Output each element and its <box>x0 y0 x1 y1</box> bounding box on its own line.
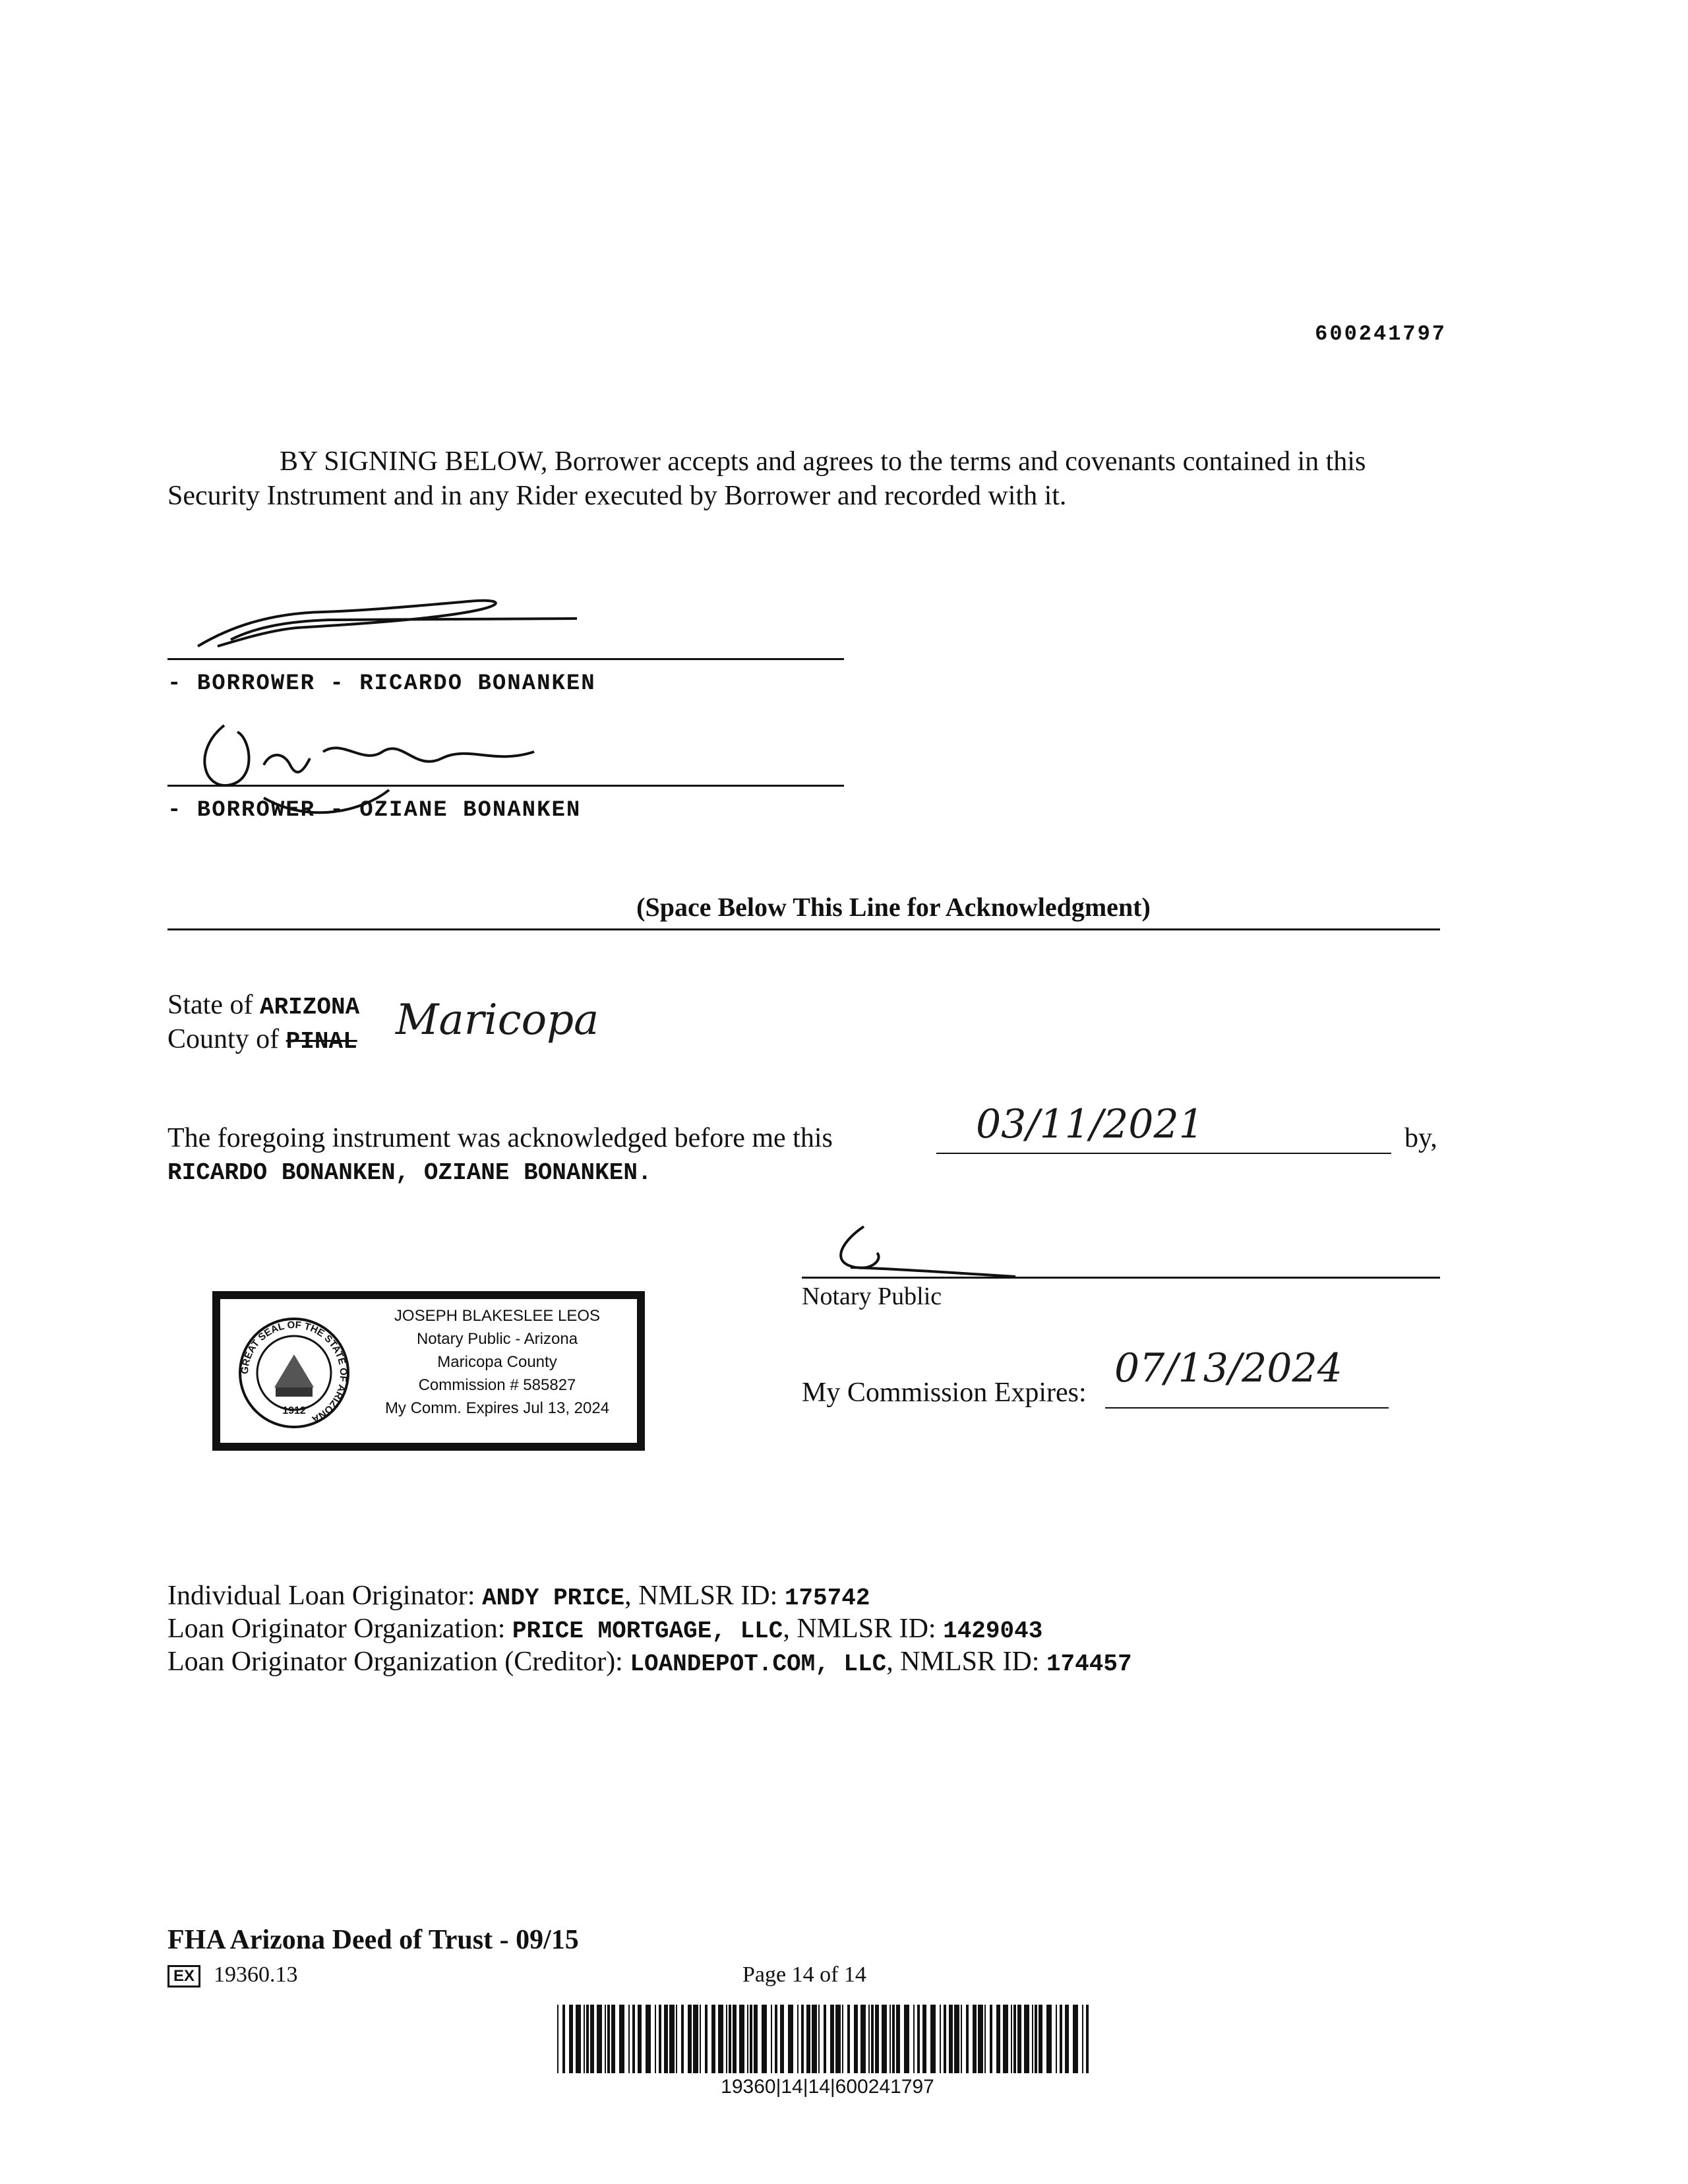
barcode-bar <box>913 2005 915 2073</box>
barcode-bar <box>569 2005 573 2073</box>
barcode-bar <box>726 2005 727 2073</box>
barcode-bar <box>990 2005 992 2073</box>
barcode-bar <box>688 2005 692 2073</box>
barcode-bar <box>788 2005 793 2073</box>
seal-commission-number: Commission # 585827 <box>418 1376 576 1394</box>
notary-signature <box>818 1213 1029 1292</box>
originator-label: Loan Originator Organization (Creditor): <box>167 1647 630 1677</box>
county-handwritten: Maricopa <box>396 996 599 1045</box>
form-logo-icon: EX <box>167 1965 200 1987</box>
barcode-bar <box>590 2005 594 2073</box>
notary-seal <box>212 1291 645 1451</box>
barcode-bar <box>1073 2005 1078 2073</box>
barcode-bar <box>700 2005 701 2073</box>
barcode-bar <box>1082 2005 1083 2073</box>
barcode-bar <box>705 2005 708 2073</box>
barcode-bar <box>824 2005 826 2073</box>
barcode-bar <box>681 2005 684 2073</box>
form-title: FHA Arizona Deed of Trust - 09/15 <box>167 1925 579 1955</box>
barcode-bar <box>619 2005 624 2073</box>
barcode-text: 19360|14|14|600241797 <box>721 2076 934 2098</box>
barcode-bar <box>1035 2005 1037 2073</box>
state-prefix: State of <box>167 990 260 1020</box>
seal-notary-name: JOSEPH BLAKESLEE LEOS <box>394 1307 601 1325</box>
barcode-bar <box>628 2005 630 2073</box>
barcode-bar <box>922 2005 926 2073</box>
barcode-bar <box>812 2005 817 2073</box>
originator-id: 175742 <box>784 1585 870 1612</box>
barcode-bar <box>966 2005 969 2073</box>
commission-date: 07/13/2024 <box>1114 1345 1342 1391</box>
ack-date-line <box>936 1153 1391 1154</box>
borrower1-signature-line <box>167 658 844 660</box>
barcode-bar <box>693 2005 698 2073</box>
barcode-bar <box>1024 2005 1029 2073</box>
borrower2-label: - BORROWER - OZIANE BONANKEN <box>167 798 582 823</box>
barcode-bar <box>830 2005 834 2073</box>
seal-county: Maricopa County <box>437 1353 557 1371</box>
barcode-bar <box>1060 2005 1062 2073</box>
acknowledgment-heading: (Space Below This Line for Acknowledgment) <box>636 892 1151 922</box>
originator-individual <box>167 1580 870 1612</box>
originator-name: PRICE MORTGAGE, LLC <box>512 1618 783 1645</box>
barcode-bar <box>818 2005 820 2073</box>
barcode-bar <box>875 2005 879 2073</box>
originator-id-label: , NMLSR ID: <box>886 1647 1046 1677</box>
barcode-bar <box>664 2005 668 2073</box>
county-struck: PINAL <box>286 1028 357 1055</box>
originator-id-label: , NMLSR ID: <box>783 1614 944 1644</box>
originator-label: Individual Loan Originator: <box>167 1581 483 1611</box>
acknowledged-names: RICARDO BONANKEN, OZIANE BONANKEN. <box>167 1159 652 1186</box>
barcode-bar <box>940 2005 941 2073</box>
barcode-bar <box>930 2005 936 2073</box>
barcode-bar <box>1011 2005 1012 2073</box>
barcode-bar <box>584 2005 585 2073</box>
barcode-bar <box>1032 2005 1033 2073</box>
form-code <box>167 1962 298 1987</box>
seal-expiration: My Comm. Expires Jul 13, 2024 <box>384 1399 610 1417</box>
county-prefix: County of <box>167 1024 286 1054</box>
state-value: ARIZONA <box>259 994 360 1021</box>
barcode-bar <box>607 2005 610 2073</box>
barcode-bar <box>780 2005 784 2073</box>
barcode-bar <box>611 2005 615 2073</box>
barcode-bar <box>632 2005 635 2073</box>
barcode-bar <box>854 2005 858 2073</box>
barcode-bar <box>1056 2005 1057 2073</box>
barcode-bar <box>739 2005 744 2073</box>
originator-name: LOANDEPOT.COM, LLC <box>630 1651 887 1678</box>
signing-statement: BY SIGNING BELOW, Borrower accepts and agrees to the terms and covenants contained in this Security Instrument and in any Rider executed by Borrower and recorded with it. <box>167 446 1366 511</box>
barcode-bar <box>871 2005 874 2073</box>
originator-id-label: , NMLSR ID: <box>624 1581 785 1611</box>
barcode-bar <box>1046 2005 1052 2073</box>
barcode-bar <box>801 2005 804 2073</box>
barcode-bar <box>1013 2005 1016 2073</box>
barcode-bar <box>868 2005 870 2073</box>
barcode-bar <box>1065 2005 1069 2073</box>
originator-label: Loan Originator Organization: <box>167 1614 512 1644</box>
originator-id: 1429043 <box>943 1618 1043 1645</box>
barcode-bar <box>659 2005 661 2073</box>
commission-label: My Commission Expires: <box>802 1378 1087 1408</box>
barcode-bar <box>1039 2005 1042 2073</box>
barcode-bar <box>586 2005 589 2073</box>
barcode-bar <box>797 2005 799 2073</box>
borrower1-label: - BORROWER - RICARDO BONANKEN <box>167 671 596 696</box>
barcode-bar <box>597 2005 602 2073</box>
seal-notary-title: Notary Public - Arizona <box>416 1330 578 1348</box>
barcode-bar <box>847 2005 850 2073</box>
barcode-bar <box>605 2005 606 2073</box>
ack-date: 03/11/2021 <box>976 1101 1204 1147</box>
originator-id: 174457 <box>1046 1651 1132 1678</box>
originator-organization <box>167 1613 1042 1645</box>
barcode-bar <box>961 2005 962 2073</box>
borrower1-signature <box>191 587 587 659</box>
barcode-bar <box>882 2005 887 2073</box>
loan-number: 600241797 <box>1315 322 1447 346</box>
barcode-bar <box>889 2005 891 2073</box>
barcode-bar <box>984 2005 986 2073</box>
notary-label: Notary Public <box>802 1283 942 1310</box>
form-code-text: 19360.13 <box>214 1962 298 1987</box>
foregoing-text: The foregoing instrument was acknowledged before me this <box>167 1123 833 1153</box>
barcode-bar <box>835 2005 841 2073</box>
originator-creditor <box>167 1646 1132 1678</box>
notary-signature-line <box>802 1277 1440 1279</box>
barcode-bar <box>978 2005 983 2073</box>
barcode-bar <box>747 2005 748 2073</box>
barcode-bar <box>904 2005 909 2073</box>
seal-emblem-text: GREAT SEAL OF THE STATE OF ARIZONA <box>239 1319 349 1425</box>
barcode-bar <box>1086 2005 1089 2073</box>
barcode-bar <box>842 2005 843 2073</box>
barcode-bar <box>754 2005 758 2073</box>
barcode-bar <box>729 2005 731 2073</box>
barcode-bar <box>733 2005 737 2073</box>
seal-year: 1912 <box>282 1405 306 1416</box>
page-number: Page 14 of 14 <box>742 1962 866 1987</box>
originator-name: ANDY PRICE <box>482 1585 625 1612</box>
barcode-bar <box>860 2005 866 2073</box>
acknowledgment-divider <box>167 928 1440 930</box>
barcode-bar <box>576 2005 581 2073</box>
barcode-bar <box>638 2005 642 2073</box>
barcode <box>557 2005 1098 2073</box>
barcode-bar <box>954 2005 959 2073</box>
by-text: by, <box>1404 1123 1437 1153</box>
barcode-bar <box>771 2005 772 2073</box>
barcode-bar <box>557 2005 558 2073</box>
barcode-bar <box>562 2005 565 2073</box>
barcode-bar <box>711 2005 715 2073</box>
barcode-bar <box>973 2005 977 2073</box>
barcode-bar <box>669 2005 675 2073</box>
barcode-bar <box>1003 2005 1008 2073</box>
borrower2-signature-line <box>167 785 844 787</box>
barcode-bar <box>762 2005 767 2073</box>
barcode-bar <box>646 2005 651 2073</box>
arizona-seal-icon <box>235 1315 353 1431</box>
barcode-bar <box>655 2005 656 2073</box>
barcode-bar <box>944 2005 946 2073</box>
state-line <box>167 989 359 1021</box>
barcode-bar <box>676 2005 677 2073</box>
barcode-bar <box>718 2005 723 2073</box>
barcode-bar <box>1017 2005 1021 2073</box>
county-line <box>167 1023 357 1055</box>
barcode-bar <box>996 2005 1000 2073</box>
barcode-bar <box>892 2005 895 2073</box>
barcode-bar <box>896 2005 900 2073</box>
commission-date-line <box>1105 1407 1389 1409</box>
barcode-bar <box>775 2005 777 2073</box>
barcode-bar <box>806 2005 810 2073</box>
barcode-bar <box>949 2005 953 2073</box>
barcode-bar <box>750 2005 752 2073</box>
barcode-bar <box>917 2005 920 2073</box>
